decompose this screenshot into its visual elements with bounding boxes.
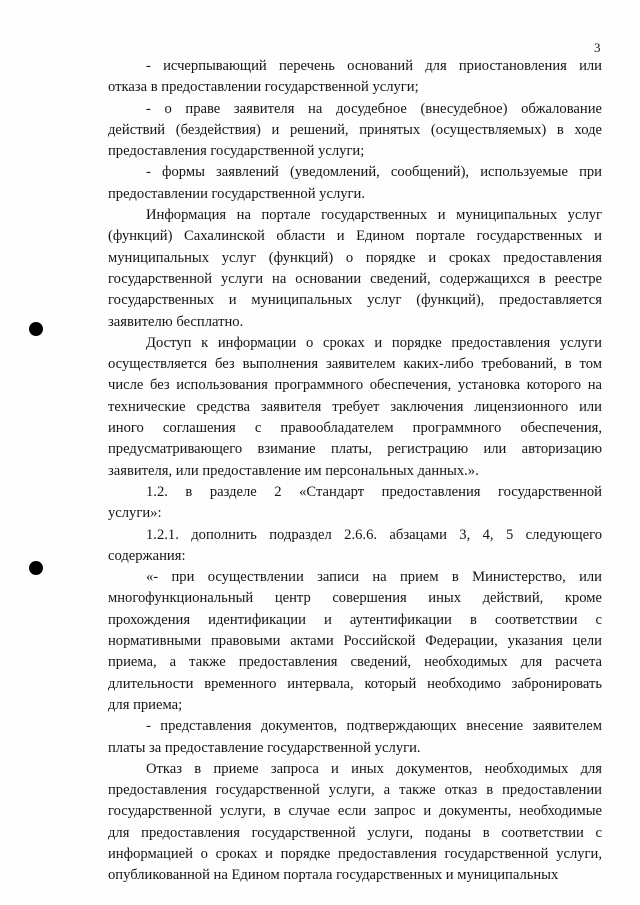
text-line: Информация на портале государственных и муниципальных услуг bbox=[146, 207, 602, 224]
text-line: содержания: bbox=[108, 547, 186, 564]
text-line: государственных и муниципальных услуг (функций), предоставляется bbox=[108, 292, 602, 309]
text-line: государственной услуги, в случае если запрос и документы, необходимые bbox=[108, 803, 602, 820]
text-line: осуществляется без выполнения заявителем каких-либо требований, в том bbox=[108, 356, 602, 373]
text-line: государственной услуги на основании сведений, содержащихся в реестре bbox=[108, 270, 602, 287]
document-body bbox=[108, 56, 602, 887]
text-line: услуги»: bbox=[108, 505, 162, 522]
paragraph bbox=[108, 482, 602, 525]
punch-hole-bottom bbox=[29, 561, 43, 575]
paragraph bbox=[108, 759, 602, 887]
paragraph bbox=[108, 525, 602, 568]
text-line: 1.2. в разделе 2 «Стандарт предоставления государственной bbox=[146, 483, 602, 500]
text-line: длительности временного интервала, который необходимо забронировать bbox=[108, 675, 602, 692]
text-line: для предоставления государственной услуги, поданы в соответствии с bbox=[108, 824, 602, 841]
text-line: отказа в предоставлении государственной услуги; bbox=[108, 79, 419, 96]
text-line: - представления документов, подтверждающих внесение заявителем bbox=[146, 718, 602, 735]
text-line: нормативными правовыми актами Российской Федерации, указания цели bbox=[108, 633, 602, 650]
text-line: технические средства заявителя требует заключения лицензионного или bbox=[108, 398, 602, 415]
text-line: прохождения идентификации и аутентификации в соответствии с bbox=[108, 611, 602, 628]
paragraph bbox=[108, 99, 602, 163]
text-line: предоставлении государственной услуги. bbox=[108, 185, 365, 202]
text-line: приема, а также предоставления сведений, необходимых для расчета bbox=[108, 654, 602, 671]
text-line: опубликованной на Едином портала государственных и муниципальных bbox=[108, 867, 559, 884]
text-line: (функций) Сахалинской области и Едином портале государственных и bbox=[108, 228, 602, 245]
text-line: информацией о сроках и порядке предоставления государственной услуги, bbox=[108, 845, 602, 862]
text-line: для приема; bbox=[108, 696, 183, 713]
text-line: - исчерпывающий перечень оснований для приостановления или bbox=[146, 58, 602, 74]
paragraph bbox=[108, 716, 602, 759]
text-line: предусматривающего взимание платы, регистрацию или авторизацию bbox=[108, 441, 602, 458]
text-line: действий (бездействия) и решений, принятых (осуществляемых) в ходе bbox=[108, 121, 602, 138]
text-line: - формы заявлений (уведомлений, сообщений), используемые при bbox=[146, 164, 602, 181]
paragraph bbox=[108, 56, 602, 99]
text-line: предоставления государственной услуги, а также отказ в предоставлении bbox=[108, 782, 602, 799]
text-line: многофункциональный центр совершения иных действий, кроме bbox=[108, 590, 602, 607]
text-line: муниципальных услуг (функций) о порядке и сроках предоставления bbox=[108, 249, 602, 266]
page-number: 3 bbox=[594, 40, 601, 55]
text-line: платы за предоставление государственной услуги. bbox=[108, 739, 421, 756]
text-line: заявителю бесплатно. bbox=[108, 313, 244, 330]
text-line: Доступ к информации о сроках и порядке предоставления услуги bbox=[146, 334, 602, 351]
punch-hole-top bbox=[29, 322, 43, 336]
paragraph bbox=[108, 162, 602, 205]
text-line: иного соглашения с правообладателем программного обеспечения, bbox=[108, 420, 602, 437]
text-line: - о праве заявителя на досудебное (внесудебное) обжалование bbox=[146, 100, 602, 117]
text-line: Отказ в приеме запроса и иных документов, необходимых для bbox=[146, 760, 602, 777]
paragraph bbox=[108, 333, 602, 482]
text-line: 1.2.1. дополнить подраздел 2.6.6. абзацами 3, 4, 5 следующего bbox=[146, 526, 602, 543]
paragraph bbox=[108, 205, 602, 333]
text-line: числе без использования программного обеспечения, установка которого на bbox=[108, 377, 602, 394]
text-line: заявителя, или предоставление им персональных данных.». bbox=[108, 462, 479, 479]
text-line: «- при осуществлении записи на прием в Министерство, или bbox=[146, 569, 602, 586]
text-line: предоставления государственной услуги; bbox=[108, 143, 365, 160]
paragraph bbox=[108, 567, 602, 716]
